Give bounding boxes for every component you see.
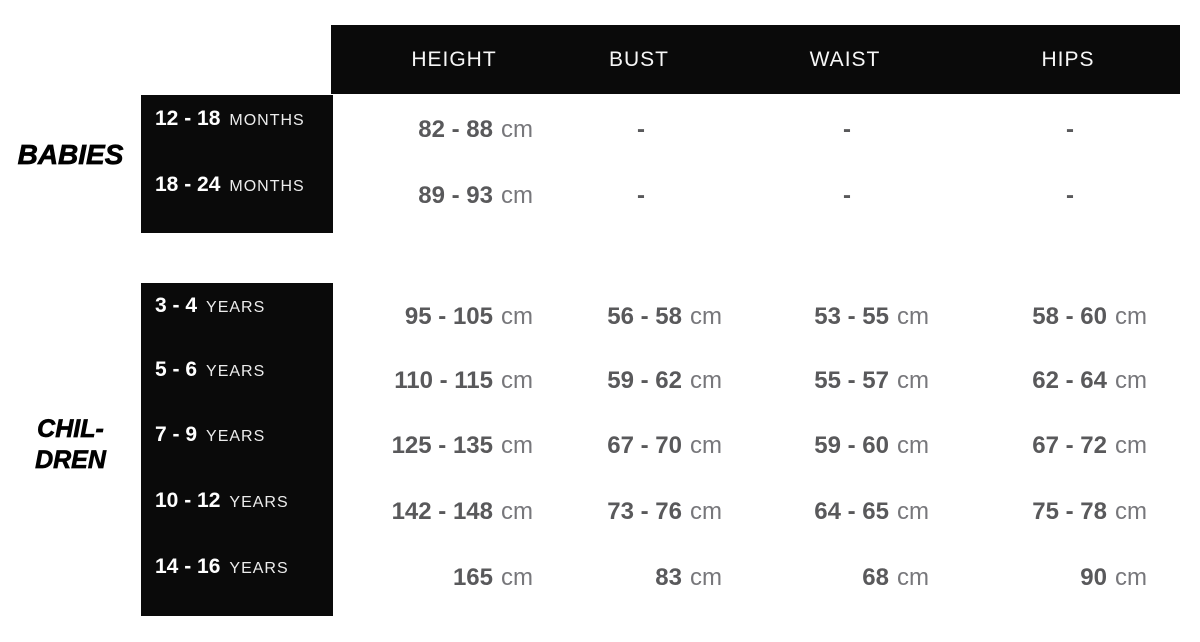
- value-cell-height: 125 - 135 cm: [391, 432, 533, 459]
- value-cell-waist: 55 - 57 cm: [814, 367, 929, 394]
- row-age-unit: MONTHS: [229, 178, 305, 195]
- row-age-unit: YEARS: [206, 299, 266, 316]
- table-row-children-10-12: [0, 489, 1200, 530]
- row-label: [155, 288, 265, 326]
- row-age-range: 12 - 18: [155, 107, 221, 130]
- value-cell-hips: 67 - 72 cm: [1032, 432, 1147, 459]
- row-label: [155, 483, 289, 521]
- table-header-bar: [331, 25, 1180, 94]
- value-cell-height: 95 - 105 cm: [404, 303, 533, 330]
- row-age-unit: YEARS: [206, 363, 266, 380]
- row-label: [155, 417, 265, 455]
- value-cell-height: 165 cm: [452, 564, 533, 591]
- value-cell-waist: 59 - 60 cm: [814, 432, 929, 459]
- table-row-babies-12-18: [0, 107, 1200, 148]
- row-label: [155, 549, 289, 587]
- row-label: [155, 167, 305, 205]
- row-age-unit: YEARS: [206, 428, 266, 445]
- babies-group-label: BABIES: [17, 139, 124, 170]
- value-cell-hips: 58 - 60 cm: [1032, 303, 1147, 330]
- value-cell-hips: 75 - 78 cm: [1032, 498, 1147, 525]
- value-cell-height: 82 - 88 cm: [418, 116, 533, 143]
- value-cell-bust: 59 - 62 cm: [607, 367, 722, 394]
- row-age-range: 3 - 4: [155, 294, 198, 317]
- value-cell-bust: -: [637, 182, 645, 209]
- value-cell-hips: 90 cm: [1080, 564, 1147, 591]
- value-cell-waist: 64 - 65 cm: [814, 498, 929, 525]
- column-header-height: HEIGHT: [411, 48, 497, 71]
- value-cell-bust: 83 cm: [655, 564, 722, 591]
- row-age-unit: YEARS: [229, 560, 289, 577]
- table-row-children-7-9: [0, 423, 1200, 464]
- value-cell-waist: 68 cm: [862, 564, 929, 591]
- children-group-label-line2: DREN: [35, 446, 106, 474]
- value-cell-height: 142 - 148 cm: [391, 498, 533, 525]
- value-cell-bust: -: [637, 116, 645, 143]
- value-cell-hips: -: [1066, 182, 1074, 209]
- value-cell-bust: 56 - 58 cm: [607, 303, 722, 330]
- value-cell-bust: 67 - 70 cm: [607, 432, 722, 459]
- children-group-label-line1: CHIL-: [37, 415, 104, 443]
- table-row-babies-18-24: [0, 173, 1200, 214]
- value-cell-hips: -: [1066, 116, 1074, 143]
- row-age-range: 18 - 24: [155, 173, 221, 196]
- row-age-unit: MONTHS: [229, 112, 305, 129]
- row-age-range: 5 - 6: [155, 358, 198, 381]
- value-cell-waist: -: [843, 116, 851, 143]
- column-header-hips: HIPS: [1041, 48, 1095, 71]
- value-cell-hips: 62 - 64 cm: [1032, 367, 1147, 394]
- table-row-children-14-16: [0, 555, 1200, 596]
- table-row-children-5-6: [0, 358, 1200, 399]
- row-age-range: 7 - 9: [155, 423, 198, 446]
- value-cell-waist: 53 - 55 cm: [814, 303, 929, 330]
- row-label: [155, 352, 265, 390]
- value-cell-height: 89 - 93 cm: [418, 182, 533, 209]
- value-cell-height: 110 - 115 cm: [394, 367, 533, 394]
- value-cell-bust: 73 - 76 cm: [607, 498, 722, 525]
- row-age-range: 10 - 12: [155, 489, 221, 512]
- row-age-unit: YEARS: [229, 494, 289, 511]
- row-age-range: 14 - 16: [155, 555, 221, 578]
- column-header-waist: WAIST: [809, 48, 881, 71]
- column-header-bust: BUST: [608, 48, 669, 71]
- row-label: [155, 101, 305, 139]
- value-cell-waist: -: [843, 182, 851, 209]
- table-row-children-3-4: [0, 294, 1200, 335]
